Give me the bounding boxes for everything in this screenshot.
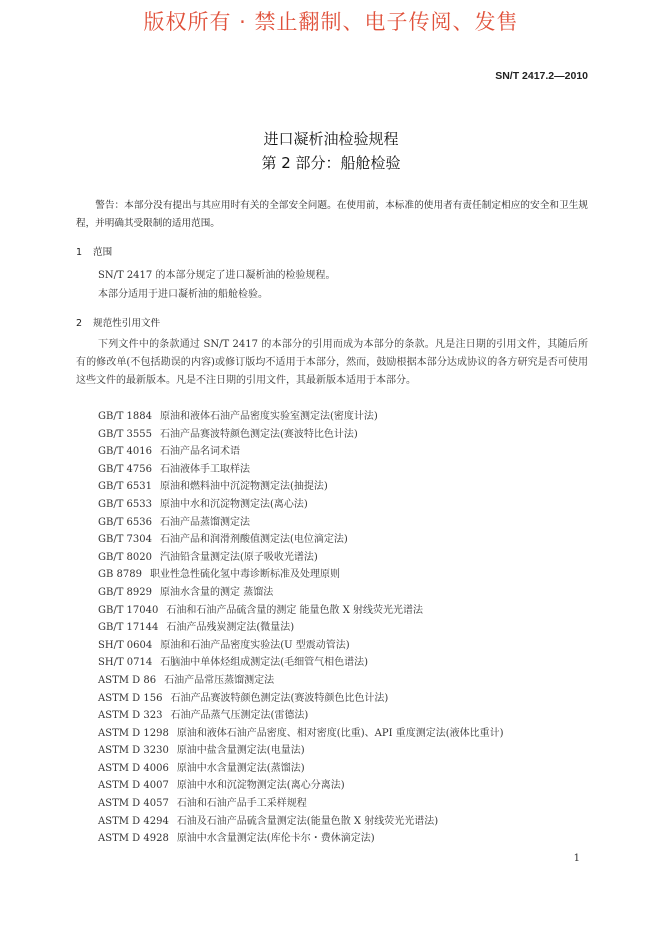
reference-title: 石油产品常压蒸馏测定法 <box>164 674 275 686</box>
reference-code: ASTM D 4006 <box>98 762 169 774</box>
reference-title: 原油水含量的测定 蒸馏法 <box>160 586 274 598</box>
reference-item <box>98 619 588 637</box>
reference-item <box>98 584 588 602</box>
reference-title: 石油产品赛波特颜色测定法(赛波特比色计法) <box>160 428 358 440</box>
reference-title: 原油中盐含量测定法(电量法) <box>176 745 305 757</box>
standard-number: SN/T 2417.2—2010 <box>495 70 588 82</box>
reference-title: 石油产品名词术语 <box>160 446 241 458</box>
reference-code: GB/T 3555 <box>98 428 153 440</box>
reference-code: ASTM D 156 <box>98 692 163 704</box>
reference-code: SH/T 0604 <box>98 639 153 651</box>
reference-code: GB/T 17144 <box>98 622 159 634</box>
reference-title: 原油中水和沉淀物测定法(离心法) <box>160 498 308 510</box>
reference-item <box>98 654 588 672</box>
reference-item <box>98 461 588 479</box>
reference-item <box>98 443 588 461</box>
reference-code: GB/T 6533 <box>98 498 153 510</box>
reference-code: ASTM D 3230 <box>98 745 169 757</box>
section-heading-scope <box>76 244 112 258</box>
reference-item <box>98 777 588 795</box>
section-number: 2 <box>76 318 83 329</box>
reference-code: GB/T 4756 <box>98 463 153 475</box>
reference-item <box>98 478 588 496</box>
reference-title: 原油和燃料油中沉淀物测定法(抽提法) <box>160 481 328 493</box>
scope-paragraph-1: SN/T 2417 的本部分规定了进口凝析油的检验规程。 <box>98 270 336 281</box>
reference-code: SH/T 0714 <box>98 657 153 669</box>
reference-item <box>98 496 588 514</box>
reference-title: 石油液体手工取样法 <box>160 463 251 475</box>
reference-code: ASTM D 4057 <box>98 798 169 810</box>
section-heading-normative-references <box>76 315 160 329</box>
reference-item <box>98 795 588 813</box>
reference-title: 石油产品和润滑剂酸值测定法(电位滴定法) <box>160 534 348 546</box>
reference-code: GB/T 1884 <box>98 411 153 422</box>
reference-title: 职业性急性硫化氢中毒诊断标准及处理原则 <box>149 569 340 581</box>
reference-title: 原油中水和沉淀物测定法(离心分离法) <box>176 780 345 792</box>
reference-item <box>98 725 588 743</box>
reference-item <box>98 637 588 655</box>
reference-item <box>98 602 588 620</box>
reference-code: GB/T 6536 <box>98 516 153 528</box>
reference-item <box>98 426 588 444</box>
scope-paragraph-2: 本部分适用于进口凝析油的船舱检验。 <box>98 289 268 300</box>
section-number: 1 <box>76 247 83 258</box>
reference-title: 石油产品赛波特颜色测定法(赛波特颜色比色计法) <box>170 692 389 704</box>
reference-title: 石油产品蒸馏测定法 <box>160 516 251 528</box>
reference-item <box>98 549 588 567</box>
reference-title: 汽油铅含量测定法(原子吸收光谱法) <box>160 551 318 563</box>
warning-paragraph: 警告：本部分没有提出与其应用时有关的全部安全问题。在使用前，本标准的使用者有责任制定相应的安全和卫生规程，并明确其受限制的适用范围。 <box>76 200 588 229</box>
reference-title: 石脑油中单体烃组成测定法(毛细管气相色谱法) <box>160 657 369 669</box>
reference-item <box>98 408 588 426</box>
document-subtitle: 第 2 部分：船舱检验 <box>261 154 401 172</box>
reference-code: ASTM D 86 <box>98 674 157 686</box>
reference-item <box>98 531 588 549</box>
section-title: 范围 <box>93 247 113 258</box>
reference-item <box>98 760 588 778</box>
reference-code: GB/T 8929 <box>98 586 153 598</box>
reference-item <box>98 707 588 725</box>
reference-code: ASTM D 4007 <box>98 780 169 792</box>
reference-item <box>98 742 588 760</box>
reference-code: ASTM D 323 <box>98 710 163 722</box>
reference-title: 原油和液体石油产品密度、相对密度(比重)、API 重度测定法(液体比重计) <box>176 727 504 739</box>
reference-title: 石油产品蒸气压测定法(雷德法) <box>170 710 309 722</box>
reference-title: 原油和液体石油产品密度实验室测定法(密度计法) <box>160 411 378 422</box>
reference-code: GB/T 8020 <box>98 551 153 563</box>
reference-code: GB/T 7304 <box>98 534 153 546</box>
watermark: 版权所有 · 禁止翻制、电子传阅、发售 <box>143 10 519 34</box>
reference-item <box>98 690 588 708</box>
reference-item <box>98 813 588 831</box>
reference-item <box>98 566 588 584</box>
reference-title: 石油和石油产品硫含量的测定 能量色散 X 射线荧光光谱法 <box>166 604 424 616</box>
reference-code: ASTM D 4928 <box>98 833 169 845</box>
references-intro-paragraph: 下列文件中的条款通过 SN/T 2417 的本部分的引用而成为本部分的条款。凡是注日期的引用文件，其随后所有的修改单(不包括勘误的内容)或修订版均不适用于本部分，然而，鼓励根据本部分达成协议的各方研究是否可使用这些文件的最新版本。凡是不注日期的引用文件，其最新版本适用于本部分。 <box>76 339 588 386</box>
reference-item <box>98 830 588 848</box>
reference-title: 原油和石油产品密度实验法(U 型震动管法) <box>160 639 350 651</box>
reference-title: 石油产品残炭测定法(微量法) <box>166 622 295 634</box>
reference-title: 石油及石油产品硫含量测定法(能量色散 X 射线荧光光谱法) <box>176 815 439 827</box>
reference-list <box>98 408 588 848</box>
reference-title: 原油中水含量测定法(库伦卡尔・费休滴定法) <box>176 833 375 845</box>
reference-code: GB/T 4016 <box>98 446 153 458</box>
reference-title: 原油中水含量测定法(蒸馏法) <box>176 762 305 774</box>
reference-code: ASTM D 1298 <box>98 727 169 739</box>
document-title: 进口凝析油检验规程 <box>263 130 399 148</box>
reference-code: GB/T 6531 <box>98 481 153 493</box>
reference-title: 石油和石油产品手工采样规程 <box>176 798 307 810</box>
reference-code: GB 8789 <box>98 569 142 581</box>
section-title: 规范性引用文件 <box>93 318 161 329</box>
reference-item <box>98 672 588 690</box>
page-number: 1 <box>573 853 580 864</box>
reference-code: GB/T 17040 <box>98 604 159 616</box>
reference-code: ASTM D 4294 <box>98 815 169 827</box>
reference-item <box>98 514 588 532</box>
